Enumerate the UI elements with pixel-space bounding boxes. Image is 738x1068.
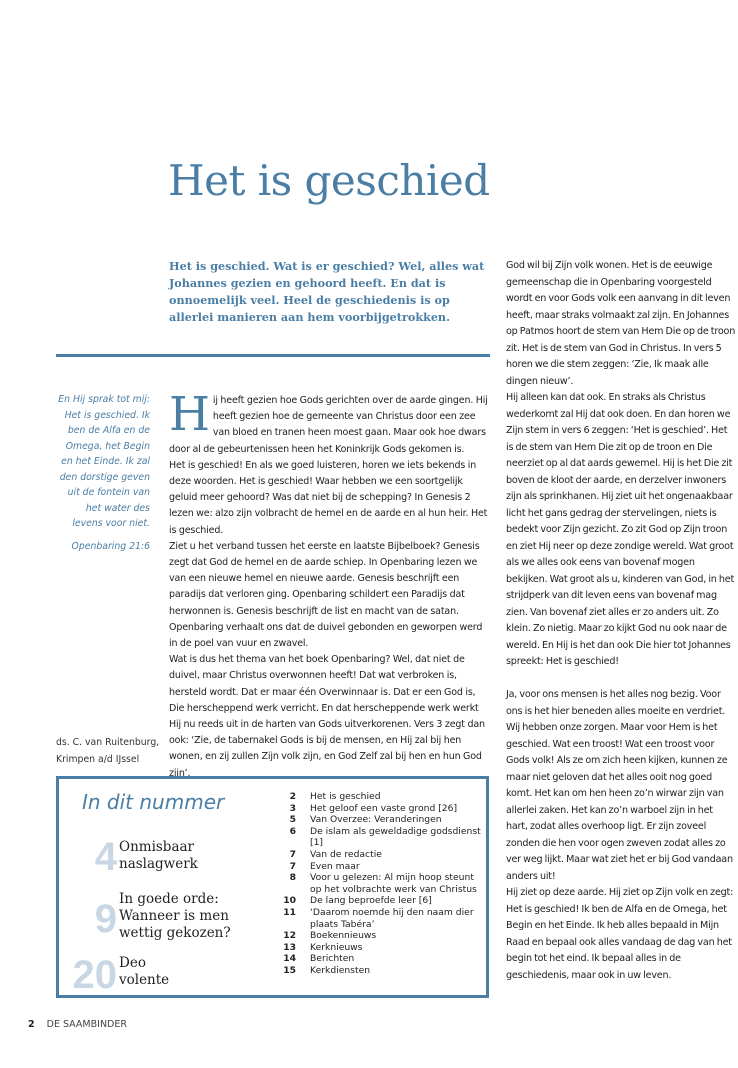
- contents-page: 14: [283, 953, 296, 965]
- body-paragraph: God wil bij Zijn volk wonen. Het is de eeuwige gemeenschap die in Openbaring voorgesteld wordt en voor Gods volk een aanvang in dit leven heeft, maar straks volmaakt zal zijn. En Johannes op Patmos hoort de stem van Hem Die op de troon zit. Het is de stem van God in Christus. In vers 5 horen we die stem zeggen: ‘Zie, Ik maak alle dingen nieuw’.: [506, 260, 736, 387]
- body-paragraph: ij heeft gezien hoe Gods gerichten over de aarde gingen. Hij heeft gezien hoe de gemeente van Christus door een zee van bloed en tranen heen moest gaan. Maar ook hoe dwars door al de gebeurtenissen heen het Koninkrijk Gods gekomen is.: [169, 395, 488, 455]
- contents-item[interactable]: [274, 814, 484, 826]
- featured-page-number: 9: [94, 897, 117, 941]
- body-paragraph: Hij ziet op deze aarde. Hij ziet op Zijn volk en zegt: Het is geschied! Ik ben de Alfa en de Omega, het Begin en het Einde. Ik heb alles bepaald in Mijn Raad en bepaal ook alles vandaag de dag van het begin tot het eind. Ik bepaal alles in de geschiedenis, maar ook in uw leven.: [506, 887, 734, 981]
- contents-label: De lang beproefde leer [6]: [310, 895, 432, 907]
- body-paragraph: Hij alleen kan dat ook. En straks als Christus wederkomt zal Hij dat ook doen. En dan horen we Zijn stem in vers 6 zeggen: ‘Het is geschied’. Het is de stem van Hem Die zit op de troon en Die neerziet op al dat aards gewemel. Hij is het Die zit boven de kloot der aarde, en derzelver inwoners zijn als sprinkhanen. Hij ziet uit het ongenaakbaar licht het gans gedrag der stervelingen, niets is bedekt voor Zijn gezicht. Zo zit God op Zijn troon en ziet Hij neer op deze zondige wereld. Wat groot als we alles ook eens van bovenaf mogen bekijken. Wat groot als u, kinderen van God, in het strijdperk van dit leven eens van bovenaf mag zien. Van bovenaf ziet alles er zo anders uit. Zo klein. Zo nietig. Maar zo kijkt God nu ook naar de wereld. En Hij is het dan ook Die hier tot Johannes spreekt: Het is geschied!: [506, 392, 735, 667]
- featured-title: In goede orde: Wanneer is men wettig gekozen?: [119, 891, 231, 941]
- article-title: Het is geschied: [168, 156, 490, 205]
- contents-label: Boekennieuws: [310, 930, 377, 942]
- contents-heading: In dit nummer: [82, 790, 225, 814]
- contents-item[interactable]: [274, 826, 484, 849]
- contents-item[interactable]: [274, 791, 484, 803]
- body-paragraph: Ja, voor ons mensen is het alles nog bezig. Voor ons is het hier beneden alles moeite en verdriet. Wij hebben onze zorgen. Maar voor Hem is het geschied. Wat een troost! Wat een troost voor Gods volk! Als ze om zich heen kijken, kunnen ze maar niet geloven dat het alles ooit nog goed komt. Het kan om hen heen zo’n wirwar zijn van allerlei zaken. Het kan zo’n warboel zijn in het hart, zodat alles overhoop ligt. Er zijn zoveel zonden die hen voor ogen zweven zodat alles zo ver weg lijkt. Maar wat ziet het er bij God vandaan anders uit!: [506, 689, 733, 882]
- contents-page: 2: [289, 791, 296, 802]
- contents-label: De islam als geweldadige godsdienst [1]: [310, 825, 481, 849]
- footer-page-number: 2: [28, 1019, 35, 1030]
- author-name: ds. C. van Ruitenburg,: [56, 737, 160, 748]
- body-paragraph: Wat is dus het thema van het boek Openbaring? Wel, dat niet de duivel, maar Christus overwonnen heeft! Dat wat verbroken is, hersteld wordt. Dat er maar één Overwinnaar is. Dat er een God is, Die herscheppend werk verricht. En dat herscheppende werk werkt Hij nu reeds uit in de harten van Gods uitverkorenen. Vers 3 zegt dan ook: ‘Zie, de tabernakel Gods is bij de mensen, en Hij zal bij hen wonen, en zij zullen Zijn volk zijn, en God Zelf zal bij hen en hun God zijn’.: [169, 654, 485, 779]
- footer-publication: DE SAAMBINDER: [46, 1019, 127, 1030]
- author-credit: [56, 734, 166, 768]
- contents-page: 15: [283, 964, 296, 976]
- contents-item[interactable]: [274, 849, 484, 861]
- contents-page: 6: [289, 825, 296, 837]
- contents-label: Het geloof een vaste grond [26]: [310, 802, 458, 814]
- drop-cap: H: [169, 387, 210, 442]
- contents-page: 10: [283, 895, 296, 907]
- section-divider: [56, 354, 490, 357]
- quote-reference: Openbaring 21:6: [71, 541, 150, 552]
- contents-label: Even maar: [310, 860, 360, 872]
- contents-label: Berichten: [310, 953, 355, 965]
- article-right-column: [506, 258, 736, 984]
- contents-page: 13: [283, 941, 296, 953]
- contents-list: [274, 791, 484, 977]
- contents-page: 12: [283, 930, 296, 942]
- contents-page: 7: [289, 860, 296, 872]
- featured-title: Deo volente: [119, 955, 170, 988]
- page-footer: [28, 1019, 127, 1030]
- article-intro: Het is geschied. Wat is er geschied? Wel, alles wat Johannes gezien en gehoord heeft. En dat is onnoemelijk veel. Heel de geschiedenis is op allerlei manieren aan hem voorbijgetrokken.: [169, 259, 485, 324]
- pull-quote: En Hij sprak tot mij: Het is geschied. Ik ben de Alfa en de Omega, het Begin en het Einde. Ik zal den dorstige geven uit de fontein van het water des levens voor niet.: [58, 394, 150, 529]
- contents-label: Het is geschied: [310, 791, 381, 802]
- contents-item[interactable]: [274, 803, 484, 815]
- contents-item[interactable]: [274, 907, 484, 930]
- contents-label: Kerkdiensten: [310, 964, 371, 976]
- contents-page: 8: [289, 872, 296, 884]
- contents-item[interactable]: [274, 953, 484, 965]
- body-paragraph: Het is geschied! En als we goed luisteren, horen we iets bekends in deze woorden. Het is geschied! Waar hebben we een soortgelijk geluid meer gehoord? Was dat niet bij de schepping? In Genesis 2 lezen we: alzo zijn volbracht de hemel en de aarde en al hun heir. Het is geschied.: [169, 459, 488, 536]
- contents-label: Van Overzee: Veranderingen: [310, 814, 442, 826]
- contents-page: 11: [283, 906, 296, 918]
- body-paragraph: Ziet u het verband tussen het eerste en laatste Bijbelboek? Genesis zegt dat God de hemel en de aarde schiep. In Openbaring lezen we van een nieuwe hemel en nieuwe aarde. Genesis beschrijft een paradijs dat verloren ging. Openbaring schildert een Paradijs dat herwonnen is. Genesis beschrijft de list en macht van de satan. Openbaring verhaalt ons dat de duivel gebonden en geworpen werd in de poel van vuur en zwavel.: [169, 540, 483, 650]
- contents-label: ‘Daarom noemde hij den naam dier plaats Tabéra’: [310, 906, 474, 930]
- featured-page-number: 4: [94, 835, 117, 879]
- contents-item[interactable]: [274, 930, 484, 942]
- contents-label: Voor u gelezen: Al mijn hoop steunt op het volbrachte werk van Christus: [310, 872, 477, 895]
- contents-page: 3: [289, 802, 296, 814]
- contents-label: Van de redactie: [310, 848, 382, 860]
- author-location: Krimpen a/d IJssel: [56, 754, 140, 765]
- article-body: [169, 387, 491, 782]
- contents-item[interactable]: [274, 965, 484, 977]
- contents-item[interactable]: [274, 942, 484, 954]
- contents-label: Kerknieuws: [310, 941, 363, 953]
- contents-page: 5: [289, 814, 296, 826]
- contents-page: 7: [289, 848, 296, 860]
- featured-page-number: 20: [72, 953, 117, 997]
- contents-item[interactable]: [274, 872, 484, 895]
- contents-item[interactable]: [274, 861, 484, 873]
- contents-item[interactable]: [274, 895, 484, 907]
- featured-title: Onmisbaar naslagwerk: [119, 839, 198, 872]
- contents-box: [56, 776, 489, 998]
